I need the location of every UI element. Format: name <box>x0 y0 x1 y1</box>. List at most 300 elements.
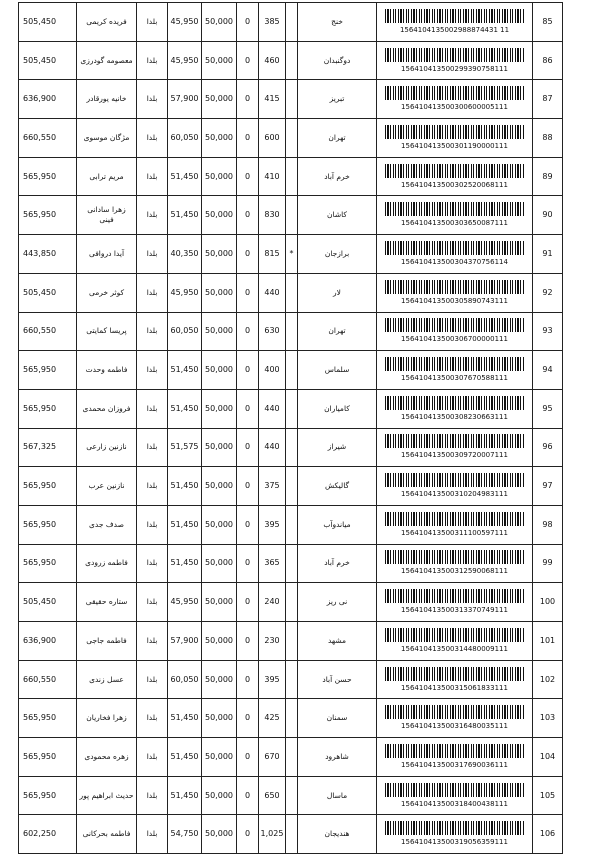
item-price: 45,950 <box>168 273 202 312</box>
total-amount: 505,450 <box>19 41 77 80</box>
barcode-cell <box>377 119 533 158</box>
base-fee: 50,000 <box>202 583 237 622</box>
row-number: 91 <box>533 235 563 274</box>
base-fee: 50,000 <box>202 505 237 544</box>
barcode-cell <box>377 428 533 467</box>
table-row <box>19 776 563 815</box>
row-number: 92 <box>533 273 563 312</box>
table-row <box>19 196 563 235</box>
table-row <box>19 583 563 622</box>
extra-fee: 0 <box>237 776 259 815</box>
row-number: 86 <box>533 41 563 80</box>
row-number: 90 <box>533 196 563 235</box>
item-price: 51,450 <box>168 351 202 390</box>
destination-city: کامیاران <box>298 389 377 428</box>
extra-fee: 0 <box>237 699 259 738</box>
base-fee: 50,000 <box>202 351 237 390</box>
service-type: بلدا <box>137 467 168 506</box>
barcode-cell <box>377 505 533 544</box>
service-type: بلدا <box>137 776 168 815</box>
destination-city: شیراز <box>298 428 377 467</box>
total-amount: 660,550 <box>19 660 77 699</box>
extra-fee: 0 <box>237 3 259 42</box>
recipient-name: ستاره حقیقی <box>77 583 137 622</box>
base-fee: 50,000 <box>202 622 237 661</box>
item-price: 51,450 <box>168 738 202 777</box>
table-row <box>19 505 563 544</box>
barcode-number: 156410413500318400438111 <box>401 799 508 808</box>
table-row <box>19 544 563 583</box>
barcode-image <box>385 396 525 410</box>
barcode-image <box>385 705 525 719</box>
flag-mark <box>286 699 298 738</box>
barcode-cell <box>377 544 533 583</box>
weight: 240 <box>259 583 286 622</box>
base-fee: 50,000 <box>202 273 237 312</box>
base-fee: 50,000 <box>202 80 237 119</box>
extra-fee: 0 <box>237 544 259 583</box>
table-row <box>19 157 563 196</box>
destination-city: دوگنبدان <box>298 41 377 80</box>
flag-mark <box>286 544 298 583</box>
service-type: بلدا <box>137 428 168 467</box>
total-amount: 660,550 <box>19 119 77 158</box>
base-fee: 50,000 <box>202 3 237 42</box>
table-row <box>19 660 563 699</box>
barcode-image <box>385 512 525 526</box>
row-number: 104 <box>533 738 563 777</box>
barcode-number: 156410413500313370749111 <box>401 606 508 615</box>
barcode-cell <box>377 273 533 312</box>
service-type: بلدا <box>137 505 168 544</box>
item-price: 51,450 <box>168 389 202 428</box>
base-fee: 50,000 <box>202 776 237 815</box>
weight: 440 <box>259 389 286 428</box>
item-price: 54,750 <box>168 815 202 854</box>
base-fee: 50,000 <box>202 235 237 274</box>
service-type: بلدا <box>137 157 168 196</box>
barcode-cell <box>377 622 533 661</box>
item-price: 51,450 <box>168 544 202 583</box>
item-price: 51,450 <box>168 196 202 235</box>
row-number: 93 <box>533 312 563 351</box>
recipient-name: مریم ترابی <box>77 157 137 196</box>
barcode-number: 156410413500302520068111 <box>401 180 508 189</box>
service-type: بلدا <box>137 273 168 312</box>
table-row <box>19 467 563 506</box>
total-amount: 565,950 <box>19 505 77 544</box>
barcode-cell <box>377 815 533 854</box>
service-type: بلدا <box>137 815 168 854</box>
service-type: بلدا <box>137 312 168 351</box>
base-fee: 50,000 <box>202 699 237 738</box>
base-fee: 50,000 <box>202 428 237 467</box>
extra-fee: 0 <box>237 428 259 467</box>
extra-fee: 0 <box>237 505 259 544</box>
table-row <box>19 119 563 158</box>
base-fee: 50,000 <box>202 119 237 158</box>
table-row <box>19 41 563 80</box>
flag-mark <box>286 3 298 42</box>
total-amount: 660,550 <box>19 312 77 351</box>
row-number: 88 <box>533 119 563 158</box>
shipment-table <box>18 2 563 854</box>
destination-city: تبریز <box>298 80 377 119</box>
barcode-number: 156410413500314480009111 <box>401 644 508 653</box>
barcode-number: 156410413500299390758111 <box>401 64 508 73</box>
flag-mark <box>286 119 298 158</box>
extra-fee: 0 <box>237 660 259 699</box>
row-number: 85 <box>533 3 563 42</box>
barcode-cell <box>377 196 533 235</box>
item-price: 45,950 <box>168 583 202 622</box>
barcode-image <box>385 9 525 23</box>
barcode-image <box>385 241 525 255</box>
service-type: بلدا <box>137 351 168 390</box>
barcode-cell <box>377 389 533 428</box>
item-price: 40,350 <box>168 235 202 274</box>
barcode-number: 156410413500308230663111 <box>401 412 508 421</box>
row-number: 89 <box>533 157 563 196</box>
extra-fee: 0 <box>237 80 259 119</box>
row-number: 94 <box>533 351 563 390</box>
flag-mark <box>286 505 298 544</box>
destination-city: لار <box>298 273 377 312</box>
table-row <box>19 235 563 274</box>
flag-mark: * <box>286 235 298 274</box>
item-price: 51,450 <box>168 699 202 738</box>
total-amount: 636,900 <box>19 622 77 661</box>
total-amount: 565,950 <box>19 389 77 428</box>
extra-fee: 0 <box>237 351 259 390</box>
base-fee: 50,000 <box>202 312 237 351</box>
weight: 815 <box>259 235 286 274</box>
extra-fee: 0 <box>237 467 259 506</box>
row-number: 102 <box>533 660 563 699</box>
base-fee: 50,000 <box>202 467 237 506</box>
table-row <box>19 738 563 777</box>
weight: 385 <box>259 3 286 42</box>
item-price: 51,450 <box>168 776 202 815</box>
service-type: بلدا <box>137 738 168 777</box>
total-amount: 565,950 <box>19 699 77 738</box>
item-price: 45,950 <box>168 41 202 80</box>
row-number: 105 <box>533 776 563 815</box>
weight: 375 <box>259 467 286 506</box>
extra-fee: 0 <box>237 583 259 622</box>
row-number: 100 <box>533 583 563 622</box>
recipient-name: فروزان محمدی <box>77 389 137 428</box>
base-fee: 50,000 <box>202 389 237 428</box>
barcode-cell <box>377 738 533 777</box>
barcode-number: 156410413500312590068111 <box>401 567 508 576</box>
total-amount: 565,950 <box>19 467 77 506</box>
flag-mark <box>286 196 298 235</box>
weight: 830 <box>259 196 286 235</box>
recipient-name: فریده کریمی <box>77 3 137 42</box>
barcode-cell <box>377 41 533 80</box>
recipient-name: زهرا سادانی فینی <box>77 196 137 235</box>
service-type: بلدا <box>137 660 168 699</box>
recipient-name: عسل زندی <box>77 660 137 699</box>
recipient-name: زهرا فخاریان <box>77 699 137 738</box>
total-amount: 565,950 <box>19 776 77 815</box>
barcode-cell <box>377 699 533 738</box>
item-price: 51,575 <box>168 428 202 467</box>
barcode-image <box>385 821 525 835</box>
weight: 630 <box>259 312 286 351</box>
recipient-name: معصومه گودرزی <box>77 41 137 80</box>
recipient-name: فاطمه جاجی <box>77 622 137 661</box>
barcode-number: 156410413500309720007111 <box>401 451 508 460</box>
item-price: 60,050 <box>168 660 202 699</box>
row-number: 101 <box>533 622 563 661</box>
extra-fee: 0 <box>237 157 259 196</box>
barcode-number: 156410413500310204983111 <box>401 490 508 499</box>
flag-mark <box>286 312 298 351</box>
barcode-cell <box>377 3 533 42</box>
barcode-cell <box>377 351 533 390</box>
table-row <box>19 312 563 351</box>
total-amount: 636,900 <box>19 80 77 119</box>
destination-city: تهران <box>298 312 377 351</box>
destination-city: میاندوآب <box>298 505 377 544</box>
barcode-image <box>385 434 525 448</box>
barcode-cell <box>377 80 533 119</box>
item-price: 57,900 <box>168 80 202 119</box>
item-price: 60,050 <box>168 312 202 351</box>
base-fee: 50,000 <box>202 544 237 583</box>
destination-city: گالیکش <box>298 467 377 506</box>
shipment-sheet <box>18 2 562 854</box>
barcode-number: 156410413500303650087111 <box>401 219 508 228</box>
base-fee: 50,000 <box>202 196 237 235</box>
barcode-image <box>385 667 525 681</box>
recipient-name: نازنین زارعی <box>77 428 137 467</box>
weight: 400 <box>259 351 286 390</box>
destination-city: سمنان <box>298 699 377 738</box>
barcode-image <box>385 357 525 371</box>
base-fee: 50,000 <box>202 41 237 80</box>
total-amount: 565,950 <box>19 544 77 583</box>
barcode-cell <box>377 157 533 196</box>
weight: 600 <box>259 119 286 158</box>
table-row <box>19 3 563 42</box>
extra-fee: 0 <box>237 235 259 274</box>
recipient-name: کوثر خرمی <box>77 273 137 312</box>
table-row <box>19 622 563 661</box>
service-type: بلدا <box>137 235 168 274</box>
table-row <box>19 428 563 467</box>
recipient-name: آیدا دروافی <box>77 235 137 274</box>
barcode-number: 156410413500307670588111 <box>401 374 508 383</box>
service-type: بلدا <box>137 389 168 428</box>
destination-city: نی ریز <box>298 583 377 622</box>
barcode-number: 156410413500317690036111 <box>401 760 508 769</box>
barcode-image <box>385 550 525 564</box>
destination-city: تهران <box>298 119 377 158</box>
total-amount: 505,450 <box>19 273 77 312</box>
destination-city: ماسال <box>298 776 377 815</box>
service-type: بلدا <box>137 196 168 235</box>
recipient-name: مژگان موسوی <box>77 119 137 158</box>
barcode-image <box>385 318 525 332</box>
barcode-image <box>385 473 525 487</box>
flag-mark <box>286 815 298 854</box>
table-row <box>19 389 563 428</box>
flag-mark <box>286 41 298 80</box>
weight: 395 <box>259 505 286 544</box>
weight: 230 <box>259 622 286 661</box>
base-fee: 50,000 <box>202 157 237 196</box>
base-fee: 50,000 <box>202 738 237 777</box>
barcode-image <box>385 628 525 642</box>
row-number: 96 <box>533 428 563 467</box>
weight: 440 <box>259 428 286 467</box>
barcode-image <box>385 86 525 100</box>
item-price: 51,450 <box>168 505 202 544</box>
recipient-name: نازنین عرب <box>77 467 137 506</box>
total-amount: 565,950 <box>19 196 77 235</box>
weight: 365 <box>259 544 286 583</box>
flag-mark <box>286 80 298 119</box>
destination-city: خرم آباد <box>298 544 377 583</box>
extra-fee: 0 <box>237 119 259 158</box>
barcode-cell <box>377 235 533 274</box>
barcode-image <box>385 125 525 139</box>
flag-mark <box>286 776 298 815</box>
barcode-number: 156410413500301190000111 <box>401 141 508 150</box>
recipient-name: فاطمه وحدت <box>77 351 137 390</box>
flag-mark <box>286 738 298 777</box>
item-price: 51,450 <box>168 157 202 196</box>
flag-mark <box>286 389 298 428</box>
service-type: بلدا <box>137 3 168 42</box>
row-number: 95 <box>533 389 563 428</box>
total-amount: 505,450 <box>19 3 77 42</box>
item-price: 57,900 <box>168 622 202 661</box>
row-number: 98 <box>533 505 563 544</box>
item-price: 45,950 <box>168 3 202 42</box>
total-amount: 565,950 <box>19 351 77 390</box>
table-row <box>19 273 563 312</box>
barcode-number: 156410413500305890743111 <box>401 296 508 305</box>
barcode-cell <box>377 660 533 699</box>
barcode-number: 156410413500304370756114 <box>401 257 508 266</box>
barcode-cell <box>377 776 533 815</box>
total-amount: 567,325 <box>19 428 77 467</box>
service-type: بلدا <box>137 119 168 158</box>
service-type: بلدا <box>137 583 168 622</box>
extra-fee: 0 <box>237 273 259 312</box>
row-number: 97 <box>533 467 563 506</box>
table-row <box>19 351 563 390</box>
barcode-image <box>385 280 525 294</box>
destination-city: خرم آباد <box>298 157 377 196</box>
flag-mark <box>286 467 298 506</box>
service-type: بلدا <box>137 544 168 583</box>
barcode-cell <box>377 583 533 622</box>
item-price: 60,050 <box>168 119 202 158</box>
table-row <box>19 815 563 854</box>
row-number: 103 <box>533 699 563 738</box>
flag-mark <box>286 622 298 661</box>
extra-fee: 0 <box>237 312 259 351</box>
barcode-number: 156410413500311100597111 <box>401 528 508 537</box>
barcode-number: 156410413500306700000111 <box>401 335 508 344</box>
extra-fee: 0 <box>237 389 259 428</box>
barcode-number: 156410413500316480035111 <box>401 722 508 731</box>
destination-city: خنج <box>298 3 377 42</box>
total-amount: 565,950 <box>19 738 77 777</box>
extra-fee: 0 <box>237 738 259 777</box>
weight: 670 <box>259 738 286 777</box>
table-body <box>19 3 563 854</box>
service-type: بلدا <box>137 80 168 119</box>
barcode-image <box>385 202 525 216</box>
barcode-image <box>385 48 525 62</box>
recipient-name: صدف جدی <box>77 505 137 544</box>
barcode-image <box>385 164 525 178</box>
table-row <box>19 699 563 738</box>
barcode-cell <box>377 312 533 351</box>
extra-fee: 0 <box>237 41 259 80</box>
barcode-image <box>385 744 525 758</box>
weight: 650 <box>259 776 286 815</box>
total-amount: 602,250 <box>19 815 77 854</box>
total-amount: 505,450 <box>19 583 77 622</box>
service-type: بلدا <box>137 699 168 738</box>
row-number: 106 <box>533 815 563 854</box>
flag-mark <box>286 583 298 622</box>
row-number: 87 <box>533 80 563 119</box>
table-row <box>19 80 563 119</box>
recipient-name: فاطمه بحرکانی <box>77 815 137 854</box>
destination-city: سلماس <box>298 351 377 390</box>
recipient-name: زهره محمودی <box>77 738 137 777</box>
service-type: بلدا <box>137 41 168 80</box>
destination-city: هندیجان <box>298 815 377 854</box>
row-number: 99 <box>533 544 563 583</box>
flag-mark <box>286 660 298 699</box>
weight: 415 <box>259 80 286 119</box>
barcode-cell <box>377 467 533 506</box>
destination-city: برازجان <box>298 235 377 274</box>
weight: 440 <box>259 273 286 312</box>
weight: 1,025 <box>259 815 286 854</box>
item-price: 51,450 <box>168 467 202 506</box>
flag-mark <box>286 351 298 390</box>
total-amount: 565,950 <box>19 157 77 196</box>
flag-mark <box>286 273 298 312</box>
extra-fee: 0 <box>237 196 259 235</box>
barcode-number: 156410413500315061833111 <box>401 683 508 692</box>
flag-mark <box>286 157 298 196</box>
weight: 460 <box>259 41 286 80</box>
flag-mark <box>286 428 298 467</box>
barcode-number: 156410413500300600005111 <box>401 103 508 112</box>
destination-city: کاشان <box>298 196 377 235</box>
service-type: بلدا <box>137 622 168 661</box>
destination-city: مشهد <box>298 622 377 661</box>
destination-city: حسن آباد <box>298 660 377 699</box>
total-amount: 443,850 <box>19 235 77 274</box>
extra-fee: 0 <box>237 815 259 854</box>
barcode-image <box>385 783 525 797</box>
barcode-number: 156410413500319056359111 <box>401 838 508 847</box>
weight: 425 <box>259 699 286 738</box>
barcode-number: 1564104135002988874431 11 <box>399 25 510 34</box>
